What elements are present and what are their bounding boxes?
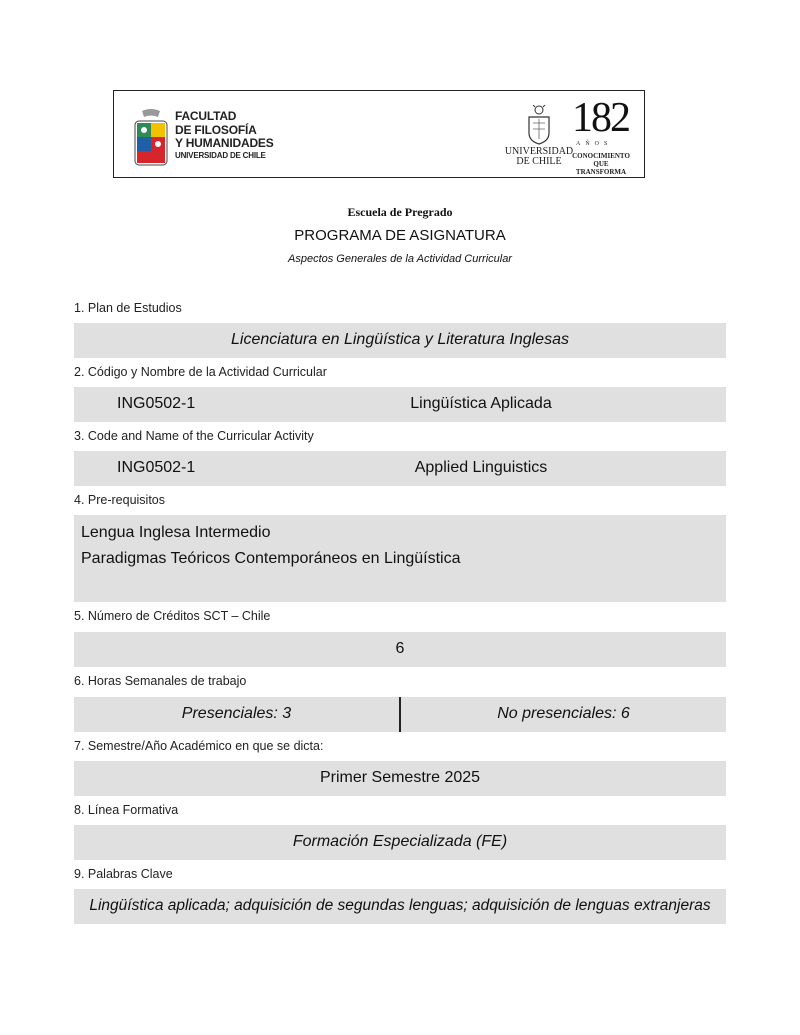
- horas-presenciales: Presenciales: 3: [181, 705, 292, 722]
- semestre-value: Primer Semestre 2025: [319, 769, 481, 786]
- linea-box: [74, 825, 726, 860]
- code-en-code: ING0502-1: [117, 459, 196, 476]
- horas-no-presenciales: No presenciales: 6: [497, 705, 630, 722]
- uchile-line-2: DE CHILE: [516, 156, 562, 167]
- university-shield-icon: [526, 105, 552, 145]
- code-en-label: 3. Code and Name of the Curricular Activity: [74, 429, 314, 443]
- header-logos: [113, 90, 645, 178]
- university-name: [504, 147, 574, 167]
- plan-value: Licenciatura en Lingüística y Literatura Inglesas: [231, 331, 569, 348]
- code-en-box: [74, 451, 726, 486]
- creditos-box: [74, 632, 726, 667]
- prereq-item-2: Paradigmas Teóricos Contemporáneos en Lingüística: [81, 550, 461, 567]
- prereq-label: 4. Pre-requisitos: [74, 493, 166, 507]
- faculty-line-2: DE FILOSOFÍA: [175, 122, 257, 137]
- codigo-code: ING0502-1: [117, 395, 196, 412]
- school-title: Escuela de Pregrado: [347, 205, 453, 219]
- program-subtitle: Aspectos Generales de la Actividad Curricular: [288, 253, 512, 265]
- palabras-box: [74, 889, 726, 924]
- linea-label: 8. Línea Formativa: [74, 803, 179, 817]
- code-en-name: Applied Linguistics: [414, 459, 548, 476]
- codigo-name: Lingüística Aplicada: [410, 395, 552, 412]
- codigo-box: [74, 387, 726, 422]
- plan-label: 1. Plan de Estudios: [74, 301, 182, 315]
- creditos-value: 6: [395, 640, 405, 657]
- faculty-name: [175, 110, 274, 161]
- linea-value: Formación Especializada (FE): [292, 833, 508, 850]
- anniversary-number: 182: [572, 95, 629, 141]
- tagline-line-2: QUE TRANSFORMA: [575, 160, 627, 176]
- faculty-university: UNIVERSIDAD DE CHILE: [175, 150, 266, 160]
- horas-label: 6. Horas Semanales de trabajo: [74, 674, 247, 688]
- program-title: PROGRAMA DE ASIGNATURA: [294, 227, 506, 244]
- palabras-label: 9. Palabras Clave: [74, 867, 173, 881]
- codigo-label: 2. Código y Nombre de la Actividad Curricular: [74, 365, 327, 379]
- palabras-value: Lingüística aplicada; adquisición de segundas lenguas; adquisición de lenguas extranjeras: [89, 897, 711, 914]
- anniversary-tagline: [572, 152, 630, 176]
- creditos-label: 5. Número de Créditos SCT – Chile: [74, 609, 271, 623]
- prereq-box: [74, 515, 726, 602]
- prereq-item-1: Lengua Inglesa Intermedio: [81, 524, 271, 541]
- faculty-logo-icon: [134, 109, 168, 167]
- semestre-label: 7. Semestre/Año Académico en que se dicta:: [74, 739, 324, 753]
- uchile-line-1: UNIVERSIDAD: [504, 146, 574, 157]
- faculty-line-1: FACULTAD: [175, 109, 237, 123]
- faculty-line-3: Y HUMANIDADES: [175, 136, 274, 150]
- anniversary-years: AÑOS: [576, 141, 613, 147]
- plan-box: [74, 323, 726, 358]
- tagline-line-1: CONOCIMIENTO: [572, 152, 630, 160]
- horas-box: [74, 697, 726, 732]
- semestre-box: [74, 761, 726, 796]
